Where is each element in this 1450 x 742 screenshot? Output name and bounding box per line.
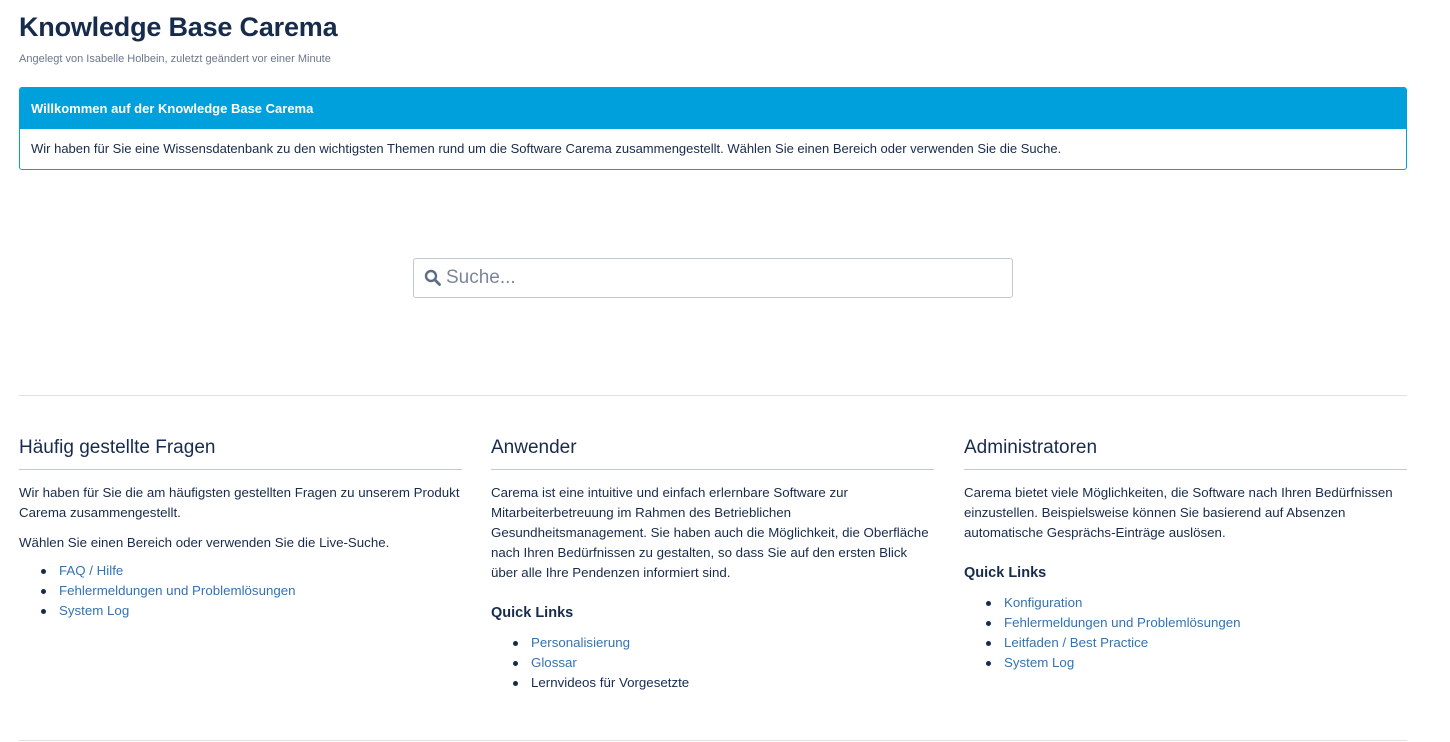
info-panel xyxy=(19,87,1407,170)
faq-section xyxy=(19,437,462,621)
admins-link-leitfaden[interactable]: Leitfaden / Best Practice xyxy=(1004,635,1149,650)
page-title: Knowledge Base Carema xyxy=(19,12,338,42)
list-item xyxy=(986,633,1407,653)
search-icon xyxy=(424,269,442,287)
list-item xyxy=(986,613,1407,633)
users-link-personalisierung[interactable]: Personalisierung xyxy=(531,635,631,650)
list-item xyxy=(513,633,934,653)
list-item xyxy=(41,601,462,621)
list-item xyxy=(986,653,1407,673)
users-section xyxy=(491,437,934,693)
admins-quick-links-heading: Quick Links xyxy=(964,565,1047,581)
faq-heading: Häufig gestellte Fragen xyxy=(19,437,462,470)
admins-heading: Administratoren xyxy=(964,437,1407,470)
admins-link-konfiguration[interactable]: Konfiguration xyxy=(1004,595,1083,610)
admins-link-fehlermeldungen[interactable]: Fehlermeldungen und Problemlösungen xyxy=(1004,615,1241,630)
admins-link-system-log[interactable]: System Log xyxy=(1004,655,1075,670)
list-item xyxy=(41,561,462,581)
faq-link-faq-hilfe[interactable]: FAQ / Hilfe xyxy=(59,563,124,578)
list-item xyxy=(513,673,934,693)
page-byline: Angelegt von Isabelle Holbein, zuletzt geändert vor einer Minute xyxy=(19,53,331,65)
users-link-glossar[interactable]: Glossar xyxy=(531,655,577,670)
search-box[interactable] xyxy=(413,258,1013,298)
section-divider-top xyxy=(19,395,1407,396)
info-panel-title: Willkommen auf der Knowledge Base Carema xyxy=(20,88,1406,129)
info-panel-body: Wir haben für Sie eine Wissensdatenbank zu den wichtigsten Themen rund um die Software Carema zusammengestellt. Wählen Sie einen Bereich oder verwenden Sie die Suche. xyxy=(31,141,1062,156)
users-item-lernvideos: Lernvideos für Vorgesetzte xyxy=(531,675,690,690)
faq-link-system-log[interactable]: System Log xyxy=(59,603,130,618)
admins-link-list xyxy=(964,593,1407,673)
list-item xyxy=(41,581,462,601)
users-paragraph: Carema ist eine intuitive und einfach erlernbare Software zur Mitarbeiterbetreuung im Rahmen des Betrieblichen Gesundheitsmanagement. Sie haben auch die Möglichkeit, die Oberfläche nach Ihren Bedürfnissen zu gestalten, so dass Sie auf den ersten Blick über alle Ihre Pendenzen informiert sind. xyxy=(491,485,929,580)
faq-paragraph-1: Wir haben für Sie die am häufigsten gestellten Fragen zu unserem Produkt Carema zusammengestellt. xyxy=(19,485,460,520)
faq-link-fehlermeldungen[interactable]: Fehlermeldungen und Problemlösungen xyxy=(59,583,296,598)
admins-paragraph: Carema bietet viele Möglichkeiten, die Software nach Ihren Bedürfnissen einzustellen. Beispielsweise können Sie basierend auf Absenzen automatische Gesprächs-Einträge auslösen. xyxy=(964,485,1393,540)
users-quick-links-heading: Quick Links xyxy=(491,605,574,621)
users-link-list xyxy=(491,633,934,693)
list-item xyxy=(513,653,934,673)
faq-paragraph-2: Wählen Sie einen Bereich oder verwenden Sie die Live-Suche. xyxy=(19,535,390,550)
search-input[interactable] xyxy=(446,267,986,289)
admins-section xyxy=(964,437,1407,673)
section-divider-bottom xyxy=(19,740,1407,741)
list-item xyxy=(986,593,1407,613)
users-heading: Anwender xyxy=(491,437,934,470)
faq-link-list xyxy=(19,561,462,621)
